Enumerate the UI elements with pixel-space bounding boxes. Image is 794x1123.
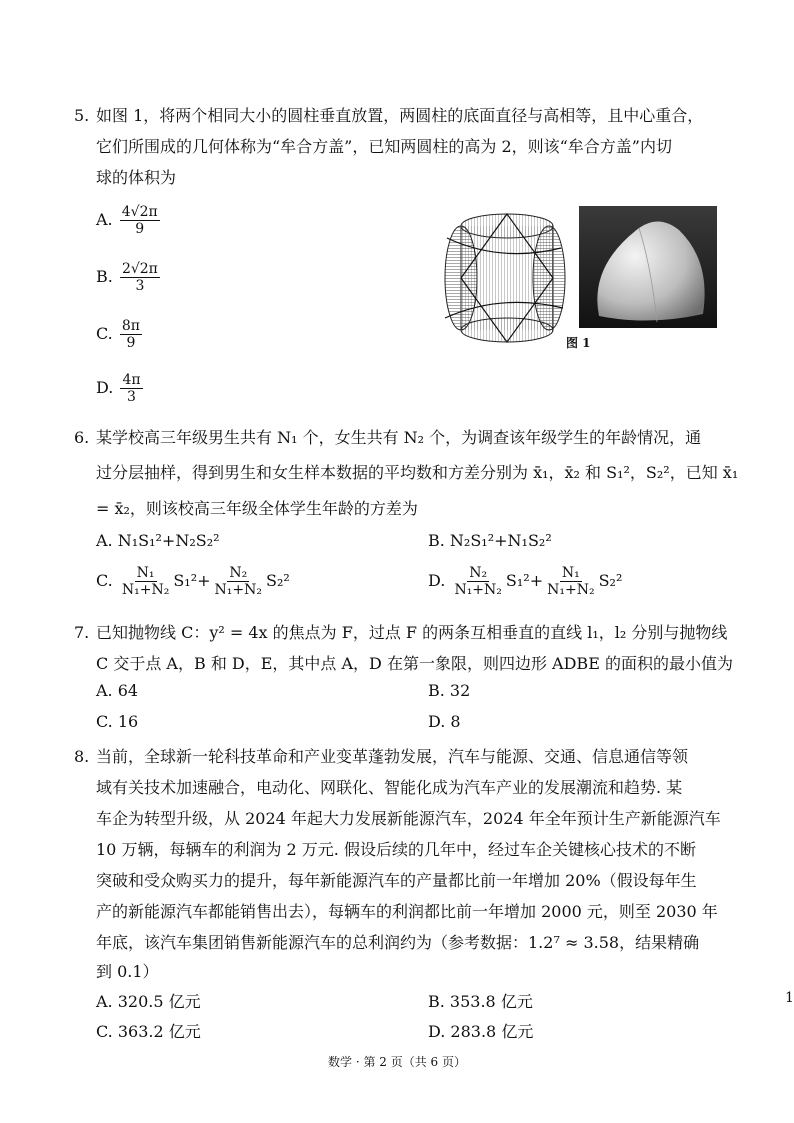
q8-line-2: 域有关技术加速融合，电动化、网联化、智能化成为汽车产业的发展潮流和趋势. 某 bbox=[96, 778, 683, 797]
q5-line-3: 球的体积为 bbox=[96, 168, 177, 187]
q6-option-a: A. N₁S₁²+N₂S₂² bbox=[96, 531, 220, 550]
q7-option-d: D. 8 bbox=[428, 712, 461, 731]
q5-option-b: B. $\frac{2√2\pi}{3}$ bbox=[96, 261, 158, 294]
q8-line-7: 年底，该汽车集团销售新能源汽车的总利润约为（参考数据：1.2⁷ ≈ 3.58，结果精确 bbox=[96, 933, 700, 952]
q5-option-c: C. $\frac{8\pi}{9}$ bbox=[96, 318, 140, 351]
q6-number: 6. bbox=[74, 428, 90, 447]
q7-option-a: A. 64 bbox=[96, 681, 139, 700]
q5-number: 5. bbox=[74, 106, 90, 125]
q8-line-8: 到 0.1） bbox=[96, 962, 159, 981]
q8-line-1: 8. 当前，全球新一轮科技革命和产业变革蓬勃发展，汽车与能源、交通、信息通信等领 bbox=[74, 747, 689, 766]
q5-line-2: 它们所围成的几何体称为“牟合方盖”，已知两圆柱的高为 2，则该“牟合方盖”内切 bbox=[96, 137, 672, 156]
edge-mark: 1 bbox=[785, 990, 794, 1006]
q6-option-d: D. $\frac{\text{N₂}}{\text{N₁+N₂}}$ S₁²+ $\frac{\text{N₁}}{\text{N₁+N₂}}$ S₂² bbox=[428, 565, 623, 598]
page-footer: 数学 · 第 2 页（共 6 页） bbox=[328, 1055, 466, 1069]
q6-option-b: B. N₂S₁²+N₁S₂² bbox=[428, 531, 552, 550]
q8-line-3: 车企为转型升级，从 2024 年起大力发展新能源汽车，2024 年全年预计生产新能源汽车 bbox=[96, 809, 721, 828]
q8-line-5: 突破和受众购买力的提升，每年新能源汽车的产量都比前一年增加 20%（假设每年生 bbox=[96, 871, 697, 890]
q7-option-c: C. 16 bbox=[96, 712, 139, 731]
q6-option-c: C. $\frac{\text{N₁}}{\text{N₁+N₂}}$ S₁²+ $\frac{\text{N₂}}{\text{N₁+N₂}}$ S₂² bbox=[96, 565, 290, 598]
q6-line-1: 6. 某学校高三年级男生共有 N₁ 个，女生共有 N₂ 个，为调查该年级学生的年龄情况，通 bbox=[74, 428, 702, 447]
q5-option-a: A. $\frac{4√2\pi}{9}$ bbox=[96, 204, 158, 237]
q8-line-4: 10 万辆，每辆车的利润为 2 万元. 假设后续的几年中，经过车企关键核心技术的不断 bbox=[96, 840, 696, 859]
mouhe-fanggai-solid-figure bbox=[579, 206, 717, 328]
q5-option-d: D. $\frac{4\pi}{3}$ bbox=[96, 372, 141, 405]
q8-line-6: 产的新能源汽车都能销售出去），每辆车的利润都比前一年增加 2000 元，则至 2030 年 bbox=[96, 902, 718, 921]
q7-option-b: B. 32 bbox=[428, 681, 471, 700]
q5-line-1: 5. 如图 1，将两个相同大小的圆柱垂直放置，两圆柱的底面直径与高相等，且中心重合， bbox=[74, 106, 704, 125]
q8-option-a: A. 320.5 亿元 bbox=[96, 992, 201, 1011]
q6-line-2: 过分层抽样，得到男生和女生样本数据的平均数和方差分别为 x̄₁，x̄₂ 和 S₁²，S₂²，已知 x̄₁ bbox=[96, 463, 739, 482]
q7-line-1: 7. 已知抛物线 C：y² = 4x 的焦点为 F，过点 F 的两条互相垂直的直线 l₁，l₂ 分别与抛物线 bbox=[74, 623, 728, 642]
figure-1-caption: 图 1 bbox=[566, 336, 591, 350]
q6-line-3: = x̄₂，则该校高三年级全体学生年龄的方差为 bbox=[96, 499, 418, 518]
two-cylinders-figure bbox=[441, 208, 569, 348]
q7-line-2: C 交于点 A，B 和 D，E，其中点 A，D 在第一象限，则四边形 ADBE 的面积的最小值为 bbox=[96, 654, 733, 673]
q8-option-d: D. 283.8 亿元 bbox=[428, 1022, 534, 1041]
q7-number: 7. bbox=[74, 623, 90, 642]
q8-option-b: B. 353.8 亿元 bbox=[428, 992, 533, 1011]
q8-option-c: C. 363.2 亿元 bbox=[96, 1022, 201, 1041]
q8-number: 8. bbox=[74, 747, 90, 766]
